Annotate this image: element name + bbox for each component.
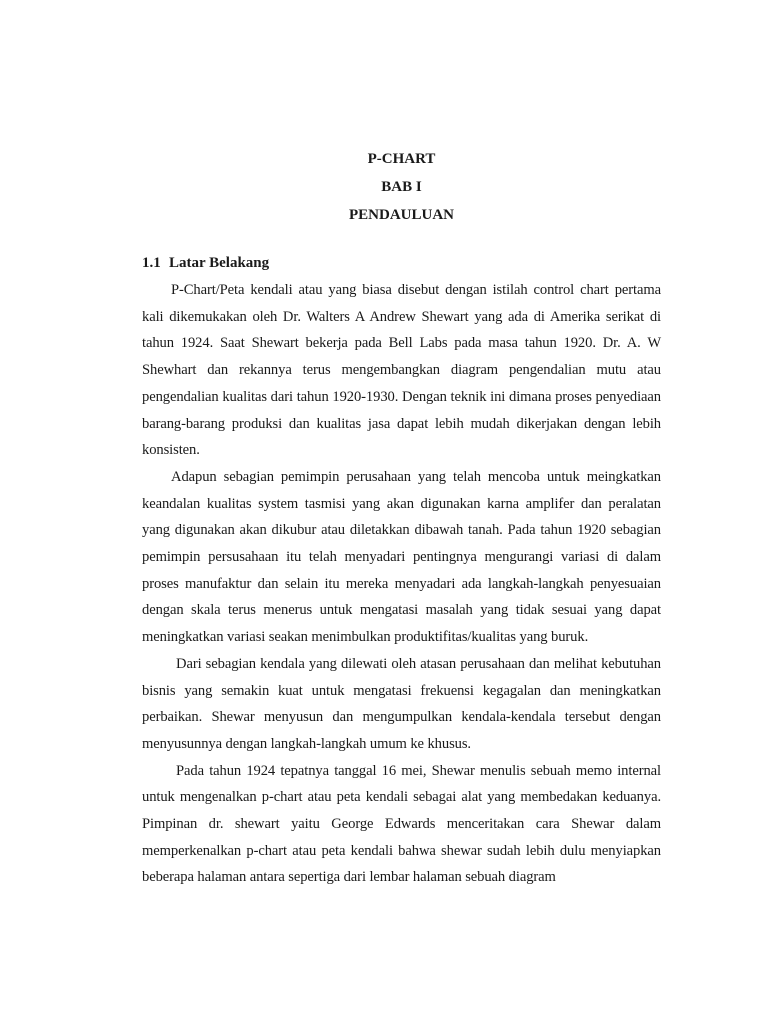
- paragraph-4: Pada tahun 1924 tepatnya tanggal 16 mei, Shewar menulis sebuah memo internal untuk mengenalkan p-chart atau peta kendali sebagai alat yang membedakan keduanya. Pimpinan dr. shewart yaitu George Edwards menceritakan cara Shewar dalam memperkenalkan p-chart atau peta kendali bahwa shewar sudah lebih dulu menyiapkan beberapa halaman antara sepertiga dari lembar halaman sebuah diagram: [142, 762, 661, 886]
- chapter-label: BAB I: [381, 179, 422, 195]
- document-page: [142, 145, 661, 891]
- section-title: Latar Belakang: [169, 255, 270, 271]
- doc-title: P-CHART: [367, 151, 436, 167]
- chapter-title: PENDAULUAN: [349, 207, 454, 223]
- paragraph-1: P-Chart/Peta kendali atau yang biasa disebut dengan istilah control chart pertama kali dikemukakan oleh Dr. Walters A Andrew Shewart yang ada di Amerika serikat di tahun 1924. Saat Shewart bekerja pada Bell Labs pada masa tahun 1920. Dr. A. W Shewhart dan rekannya terus mengembangkan diagram pengendalian mutu atau pengendalian kualitas dari tahun 1920-1930. Dengan teknik ini dimana proses penyediaan barang-barang produksi dan kualitas jasa dapat lebih mudah dikerjakan dengan lebih konsisten.: [142, 282, 661, 459]
- paragraph-3: Dari sebagian kendala yang dilewati oleh atasan perusahaan dan melihat kebutuhan bisnis yang semakin kuat untuk mengatasi frekuensi kegagalan dan meningkatkan perbaikan. Shewar menyusun dan mengumpulkan kendala-kendala tersebut dengan menyusunnya dengan langkah-langkah umum ke khusus.: [142, 655, 661, 752]
- section-heading: [142, 251, 661, 275]
- paragraph-2: Adapun sebagian pemimpin perusahaan yang telah mencoba untuk meingkatkan keandalan kualitas system tasmisi yang akan digunakan karna amplifer dan peralatan yang digunakan akan dikubur atau diletakkan dibawah tanah. Pada tahun 1920 sebagian pemimpin persusahaan itu telah menyadari pentingnya mengurangi variasi di dalam proses manufaktur dan selain itu mereka menyadari ada langkah-langkah penyesuaian dengan skala terus menerus untuk mengatasi masalah yang tidak sesuai yang dapat meningkatkan variasi seakan menimbulkan produktifitas/kualitas yang buruk.: [142, 468, 661, 646]
- section-number: 1.1: [142, 255, 161, 271]
